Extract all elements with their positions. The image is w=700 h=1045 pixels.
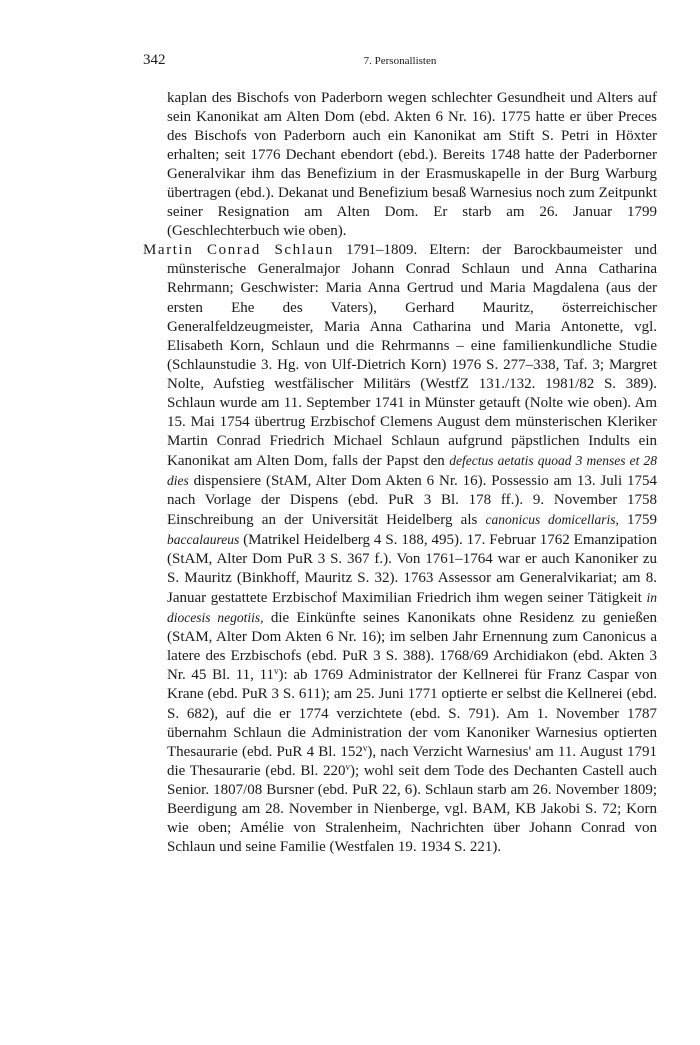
superscript-verso: v	[345, 761, 350, 772]
latin-phrase: canonicus domicellaris,	[485, 512, 619, 528]
latin-phrase: baccalaureus	[167, 532, 240, 548]
running-head: 7. Personallisten	[363, 55, 437, 67]
paragraph-text: kaplan des Bischofs von Paderborn wegen schlechter Gesundheit und Alters auf sein Kanonikat am Alten Dom (ebd. Akten 6 Nr. 16). 1775 hatte er über Preces des Bischofs von Paderborn auch ein Kanonikat am Stift S. Petri in Höxter erhalten; seit 1776 Dechant ebendort (ebd.). Bereits 1748 hatte der Paderborner Generalvikar ihm das Benefizium in der Erasmuskapelle in der Burg Warburg übertragen (ebd.). Dekanat und Benefizium besaß Warnesius noch zum Zeitpunkt seiner Resignation am Alten Dom. Er starb am 26. Januar 1799 (Geschlechterbuch wie oben).	[167, 90, 657, 240]
text-segment: (Matrikel Heidelberg 4 S. 188, 495). 17. Februar 1762 Emanzipation (StAM, Alter Dom PuR 3 S. 367 f.). Von 1761–1764 war er auch Kanoniker zu S. Mauritz (Binkhoff, Mauritz S. 32). 1763 Assessor am Generalvikariat; am 8. Januar gestattete Erzbischof Maximilian Friedrich ihm wegen seiner Tätigkeit	[167, 532, 657, 607]
page-number: 342	[143, 52, 166, 68]
superscript-verso: v	[362, 742, 368, 753]
text-segment: dispensiere (StAM, Alter Dom Akten 6 Nr. 16). Possessio am 13. Juli 1754 nach Vorlage der Dispens (ebd. PuR 3 Bl. 178 ff.). 9. November 1758 Einschreibung an der Universität Heidelberg als	[167, 472, 657, 529]
text-segment: ): ab 1769 Administrator der Kellnerei für Franz Caspar von Krane (ebd. PuR 3 S. 611); am 25. Juni 1771 optierte er selbst die Kellnerei (ebd. S. 682), auf die er 1774 verzichtete (ebd. S. 791). Am 1. November 1787 übernahm Schlaun die Administration der vom Kanoniker Warnesius optierten Thesaurarie (ebd. PuR 4 Bl. 152	[167, 667, 657, 760]
text-segment: die Einkünfte seines Kanonikats ohne Residenz zu genießen (StAM, Alter Dom Akten 6 Nr. 16); im selben Jahr Ernennung zum Canonicus a latere des Erzbischofs (ebd. PuR 3 S. 388). 1768/69 Archidiakon (ebd. Akten 3 Nr. 45 Bl. 11, 11	[167, 610, 657, 684]
entry-martin-conrad-schlaun	[143, 241, 657, 857]
person-name: Martin Conrad Schlaun	[143, 242, 334, 259]
latin-phrase: defectus aetatis quoad 3 menses et 28 dies	[167, 452, 657, 488]
superscript-verso: v	[274, 666, 279, 677]
latin-phrase: in diocesis negotiis,	[167, 590, 657, 626]
text-segment: 1791–1809. Eltern: der Barockbaumeister und münsterische Generalmajor Johann Conrad Schlaun und Anna Catharina Rehrmann; Geschwister: Maria Anna Gertrud und Maria Magdalena (aus der ersten Ehe des Vaters), Gerhard Mauritz, österreichischer Generalfeldzeugmeister, Maria Anna Catharina und Maria Antonette, vgl. Elisabeth Korn, Schlaun und die Rehrmanns – eine familienkundliche Studie (Schlaunstudie 3. Hg. von Ulf-Dietrich Korn) 1976 S. 277–338, Taf. 3; Margret Nolte, Aufstieg westfälischer Militärs (WestfZ 131./132. 1981/82 S. 389). Schlaun wurde am 11. September 1741 in Münster getauft (Nolte wie oben). Am 15. Mai 1754 übertrug Erzbischof Clemens August dem münsterischen Kleriker Martin Conrad Friedrich Michael Schlaun aufgrund päpstlichen Indults ein Kanonikat am Alten Dom, falls der Papst den	[167, 242, 657, 469]
text-segment: 1759	[618, 512, 657, 529]
entry-continuation	[143, 89, 657, 241]
body-text	[143, 89, 657, 857]
text-segment: ), nach Verzicht Warnesius' am 11. August 1791 die Thesaurarie (ebd. Bl. 220	[167, 743, 657, 779]
text-segment: ); wohl seit dem Tode des Dechanten Castell auch Senior. 1807/08 Bursner (ebd. PuR 22, 6). Schlaun starb am 26. November 1809; Beerdigung am 28. November in Nienberge, vgl. BAM, KB Jakobi S. 72; Korn wie oben; Amélie von Stralenheim, Nachrichten über Johann Conrad von Schlaun und seine Familie (Westfalen 19. 1934 S. 221).	[167, 762, 658, 855]
